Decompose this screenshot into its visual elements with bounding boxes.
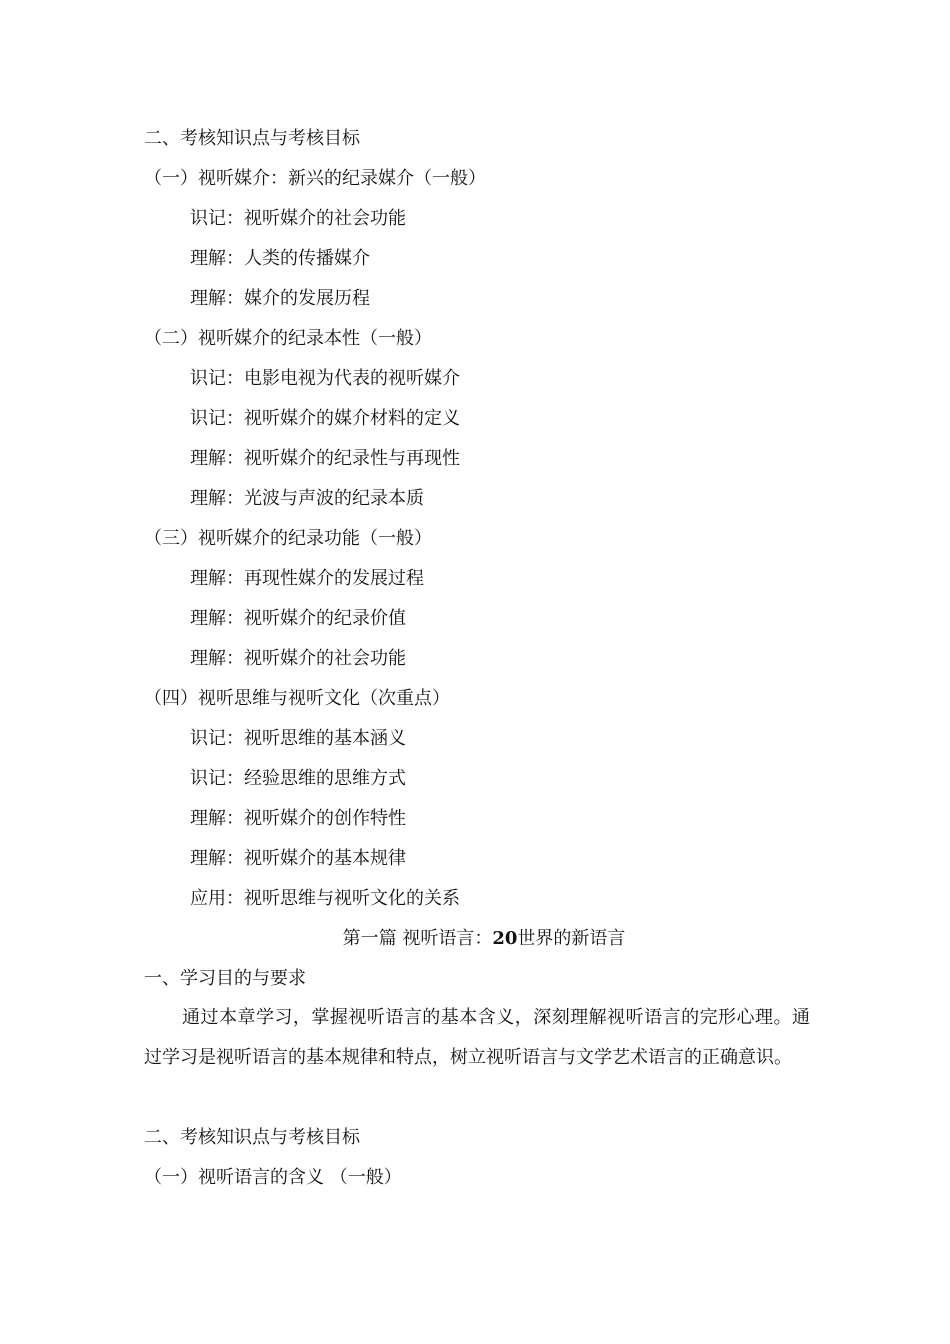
list-item: 理解：再现性媒介的发展过程 — [190, 568, 424, 589]
group-title: （四）视听思维与视听文化（次重点） — [144, 688, 450, 709]
list-item: 识记：视听媒介的媒介材料的定义 — [190, 408, 460, 429]
list-item: 理解：光波与声波的纪录本质 — [190, 488, 424, 509]
list-item: 理解：视听媒介的纪录价值 — [190, 608, 406, 629]
list-item: 应用：视听思维与视听文化的关系 — [190, 888, 460, 909]
list-item: 识记：电影电视为代表的视听媒介 — [190, 368, 460, 389]
list-item: 理解：视听媒介的基本规律 — [190, 848, 406, 869]
chapter-title-prefix: 第一篇 视听语言： — [342, 928, 493, 949]
list-item: 理解：视听媒介的纪录性与再现性 — [190, 448, 460, 469]
chapter-title-number: 20 — [492, 928, 518, 949]
group-title: （一）视听语言的含义 （一般） — [144, 1167, 402, 1188]
list-item: 识记：视听思维的基本涵义 — [190, 728, 406, 749]
body-paragraph: 通过本章学习，掌握视听语言的基本含义，深刻理解视听语言的完形心理。通过学习是视听语言的基本规律和特点，树立视听语言与文学艺术语言的正确意识。 — [144, 1007, 810, 1068]
list-item: 识记：经验思维的思维方式 — [190, 768, 406, 789]
group-title: （一）视听媒介：新兴的纪录媒介（一般） — [144, 168, 486, 189]
section-heading: 一、学习目的与要求 — [144, 968, 306, 989]
group-title: （二）视听媒介的纪录本性（一般） — [144, 328, 432, 349]
group-title: （三）视听媒介的纪录功能（一般） — [144, 528, 432, 549]
list-item: 理解：人类的传播媒介 — [190, 248, 370, 269]
list-item: 识记：视听媒介的社会功能 — [190, 208, 406, 229]
list-item: 理解：视听媒介的创作特性 — [190, 808, 406, 829]
chapter-title-suffix: 世界的新语言 — [517, 928, 626, 949]
list-item: 理解：视听媒介的社会功能 — [190, 648, 406, 669]
chapter-title — [0, 927, 950, 951]
section-heading: 二、考核知识点与考核目标 — [144, 128, 360, 149]
list-item: 理解：媒介的发展历程 — [190, 288, 370, 309]
section-heading: 二、考核知识点与考核目标 — [144, 1127, 360, 1148]
